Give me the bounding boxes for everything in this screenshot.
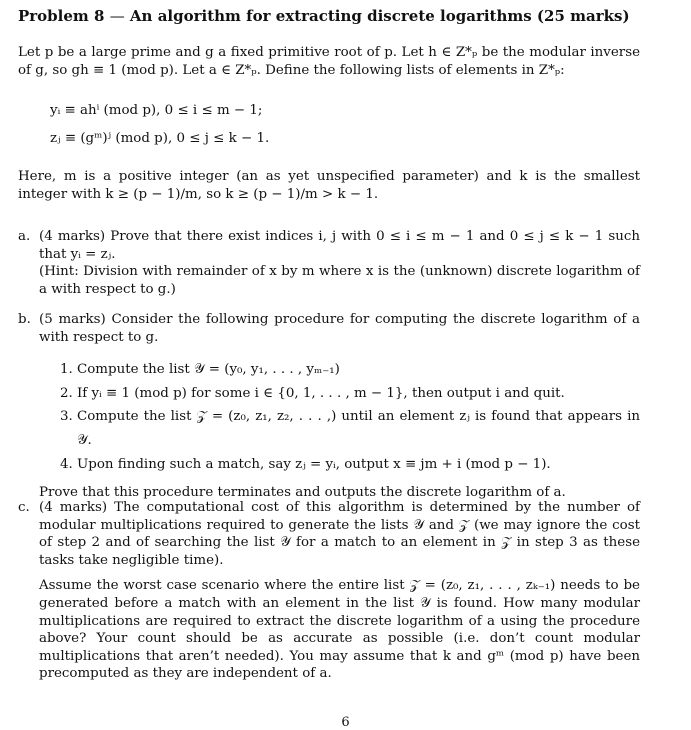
step-number: 3. <box>60 409 73 425</box>
problem-title: An algorithm for extracting discrete logarithms (25 marks) <box>129 7 630 25</box>
problem-number: Problem 8 <box>18 7 105 25</box>
page-number: 6 <box>341 715 350 730</box>
step-text: Compute the list 𝒵 = (z₀, z₁, z₂, . . . ,) until an element zⱼ is found that appears in 𝒴. <box>77 409 640 448</box>
part-a-hint: (Hint: Division with remainder of x by m where x is the (unknown) discrete logarithm of a with respect to g.) <box>39 264 640 297</box>
definition-y: yᵢ ≡ ahⁱ (mod p), 0 ≤ i ≤ m − 1; <box>50 103 263 118</box>
procedure-step <box>39 382 640 406</box>
procedure-steps <box>39 358 640 476</box>
title-separator: — <box>109 7 125 25</box>
part-c-question: (4 marks) The computational cost of this algorithm is determined by the number of modular multiplications required to generate the lists 𝒴 and 𝒵 (we may ignore the cost of step 2 and of searching the list 𝒴 for a match to an element in 𝒵 in step 3 as these tasks take negligible time). <box>39 500 640 568</box>
step-number: 1. <box>60 362 73 378</box>
parameters-paragraph: Here, m is a positive integer (an as yet unspecified parameter) and k is the smallest integer with k ≥ (p − 1)/m, so k ≥ (p − 1)/m > k − 1. <box>18 169 640 202</box>
part-c-label: c. <box>18 500 30 515</box>
part-c <box>18 499 640 683</box>
part-a-label: a. <box>18 229 31 244</box>
part-a <box>18 228 640 298</box>
problem-heading <box>18 6 640 26</box>
step-number: 2. <box>60 385 73 401</box>
part-b-conclusion: Prove that this procedure terminates and outputs the discrete logarithm of a. <box>39 485 566 501</box>
step-text: Compute the list 𝒴 = (y₀, y₁, . . . , yₘ₋₁) <box>77 362 340 378</box>
procedure-step <box>39 405 640 452</box>
step-number: 4. <box>60 456 73 472</box>
step-text: If yᵢ ≡ 1 (mod p) for some i ∈ {0, 1, . . . , m − 1}, then output i and quit. <box>77 385 565 401</box>
step-text: Upon finding such a match, say zⱼ = yᵢ, output x ≡ jm + i (mod p − 1). <box>77 456 551 472</box>
definition-z: zⱼ ≡ (gᵐ)ʲ (mod p), 0 ≤ j ≤ k − 1. <box>50 131 270 146</box>
part-b-label: b. <box>18 312 31 327</box>
part-b <box>18 311 640 502</box>
part-a-question: (4 marks) Prove that there exist indices i, j with 0 ≤ i ≤ m − 1 and 0 ≤ j ≤ k − 1 such that yᵢ = zⱼ. <box>39 229 640 262</box>
procedure-step <box>39 358 640 382</box>
part-c-worst-case: Assume the worst case scenario where the entire list 𝒵 = (z₀, z₁, . . . , zₖ₋₁) needs to be generated before a match with an element in the list 𝒴 is found. How many modular multiplications are required to extract the discrete logarithm of a using the procedure above? Your count should be as accurate as possible (i.e. don’t count modular multiplications that aren’t needed). You may assume that k and gᵐ (mod p) have been precomputed as they are independent of a. <box>39 578 640 682</box>
intro-paragraph: Let p be a large prime and g a fixed primitive root of p. Let h ∈ Z*ₚ be the modular inverse of g, so gh ≡ 1 (mod p). Let a ∈ Z*ₚ. Define the following lists of elements in Z*ₚ: <box>18 45 640 78</box>
procedure-step <box>39 453 640 477</box>
part-b-question: (5 marks) Consider the following procedure for computing the discrete logarithm of a with respect to g. <box>39 312 640 345</box>
